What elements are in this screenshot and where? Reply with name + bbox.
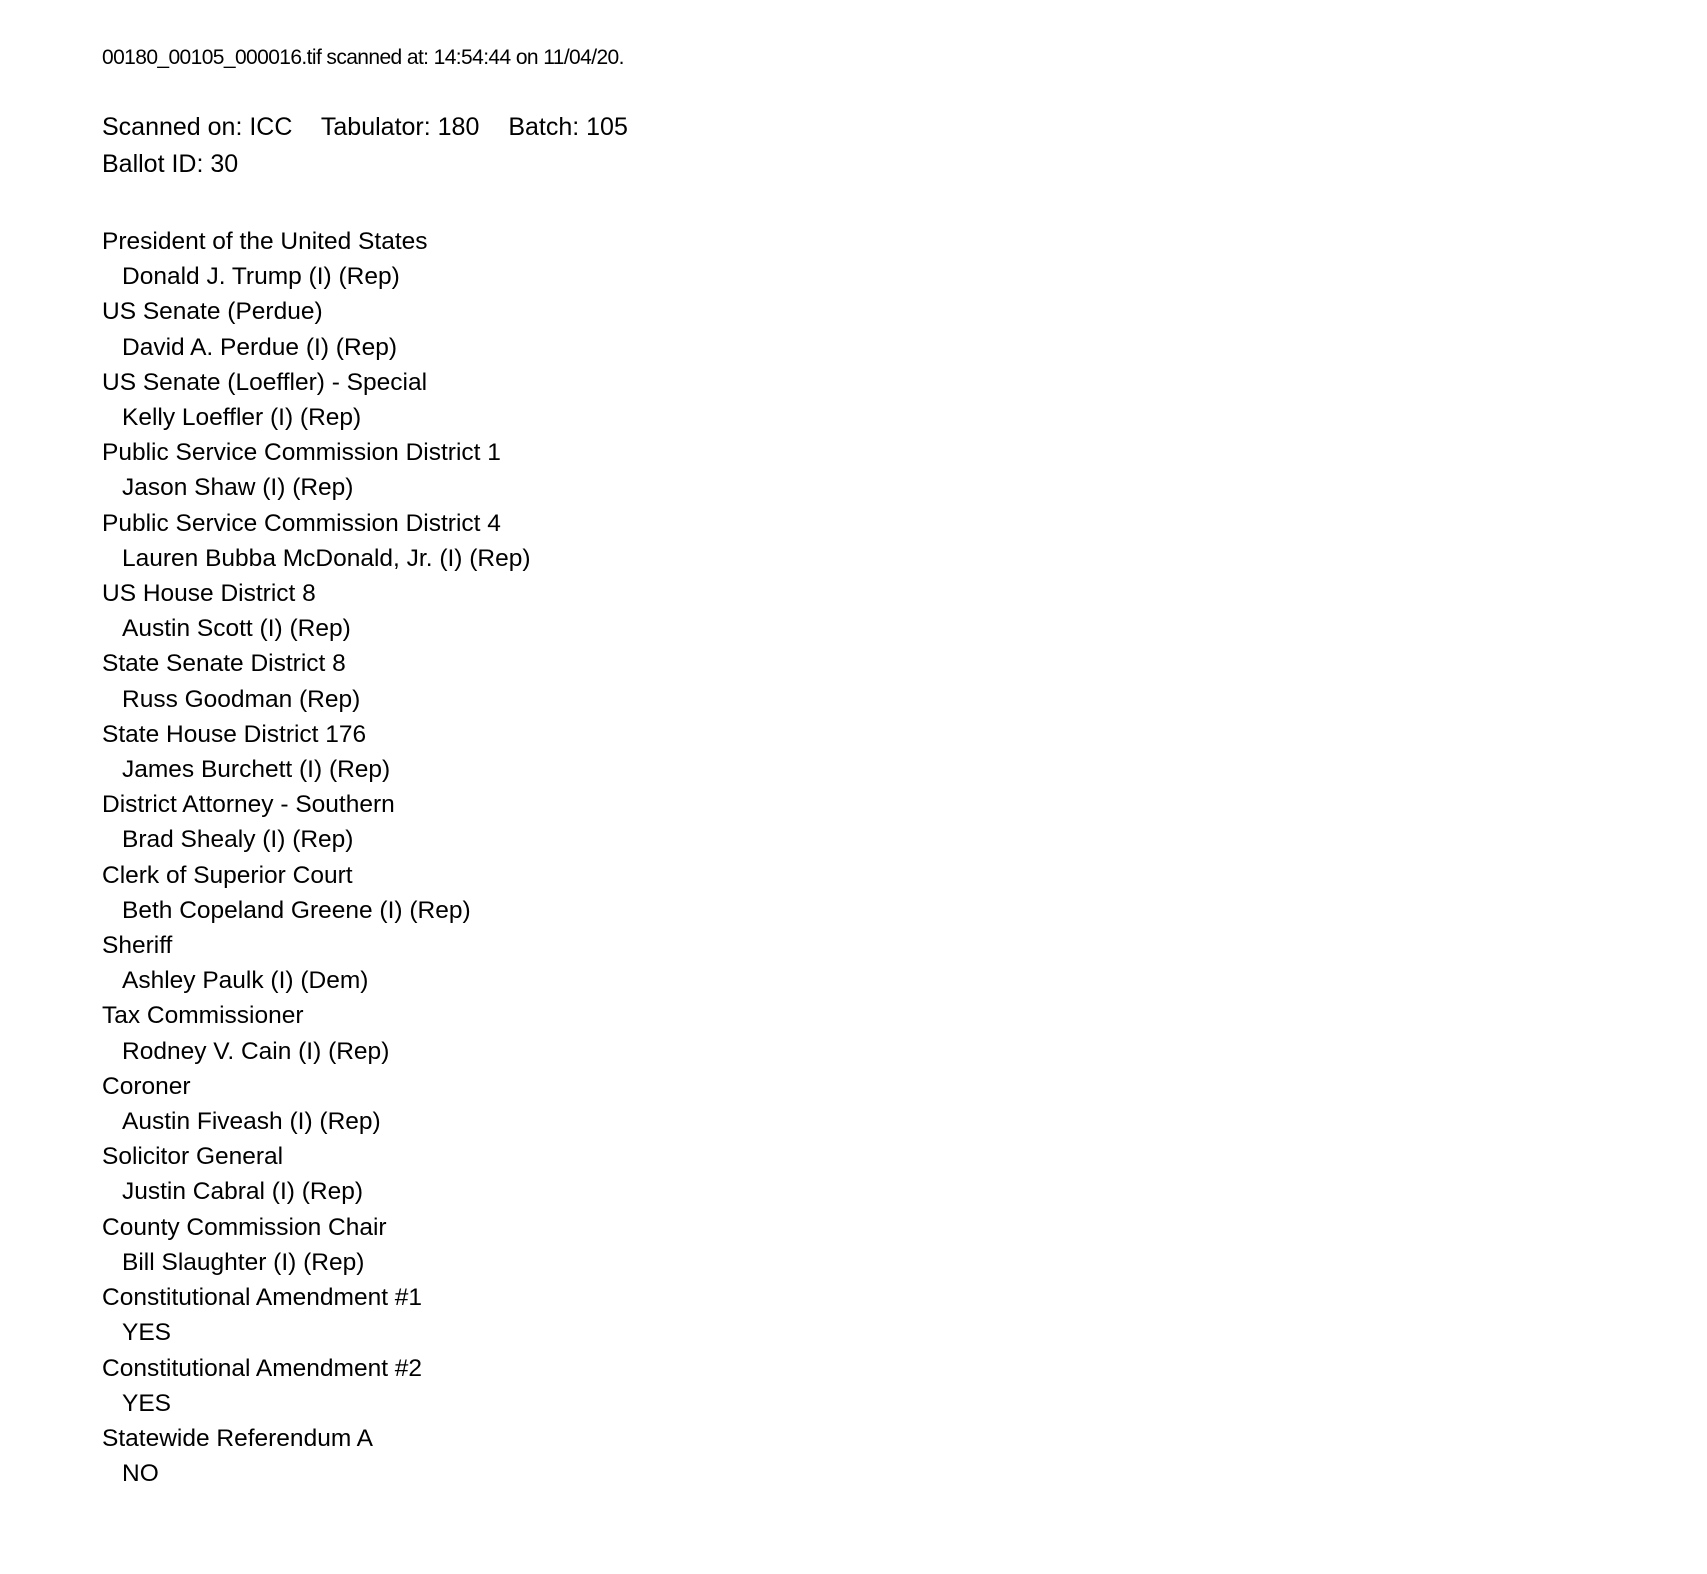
race-title: District Attorney - Southern: [102, 791, 395, 819]
race-choice: Kelly Loeffler (I) (Rep): [122, 404, 362, 432]
race-choice: James Burchett (I) (Rep): [122, 756, 391, 784]
race-title: Solicitor General: [102, 1143, 284, 1171]
race-choice: Ashley Paulk (I) (Dem): [122, 967, 369, 995]
race-title: Tax Commissioner: [102, 1002, 304, 1030]
race-choice: Austin Scott (I) (Rep): [122, 615, 351, 643]
race-title: Coroner: [102, 1072, 191, 1100]
race-title: Public Service Commission District 4: [102, 509, 501, 537]
race-choice: Justin Cabral (I) (Rep): [122, 1178, 363, 1206]
race-choice: Beth Copeland Greene (I) (Rep): [122, 896, 471, 924]
race-choice: Brad Shealy (I) (Rep): [122, 826, 354, 854]
scan-file-header: 00180_00105_000016.tif scanned at: 14:54:44 on 11/04/20.: [102, 46, 624, 69]
race-title: County Commission Chair: [102, 1213, 387, 1241]
race-title: President of the United States: [102, 228, 428, 255]
race-title: State Senate District 8: [102, 650, 346, 678]
race-choice: Austin Fiveash (I) (Rep): [122, 1108, 381, 1136]
race-choice: YES: [122, 1319, 172, 1347]
race-title: Constitutional Amendment #2: [102, 1354, 423, 1382]
race-choice: Donald J. Trump (I) (Rep): [122, 263, 400, 291]
race-title: US Senate (Perdue): [102, 298, 323, 326]
tabulator: Tabulator: 180: [320, 113, 480, 141]
race-title: Public Service Commission District 1: [102, 439, 501, 467]
race-choice: Bill Slaughter (I) (Rep): [122, 1248, 365, 1276]
race-title: US Senate (Loeffler) - Special: [102, 368, 428, 396]
race-title: State House District 176: [102, 720, 367, 748]
race-title: Constitutional Amendment #1: [102, 1284, 423, 1312]
race-choice: Jason Shaw (I) (Rep): [122, 474, 354, 502]
scan-meta-line: [102, 113, 650, 142]
ballot-id: Ballot ID: 30: [102, 150, 239, 178]
scanned-on: Scanned on: ICC: [102, 113, 293, 141]
race-list: [102, 224, 531, 1491]
batch: Batch: 105: [508, 113, 628, 141]
race-title: Sheriff: [102, 932, 173, 960]
race-choice: Rodney V. Cain (I) (Rep): [122, 1037, 390, 1065]
race-choice: Russ Goodman (Rep): [122, 685, 361, 713]
race-title: Clerk of Superior Court: [102, 861, 353, 889]
race-choice: NO: [122, 1460, 159, 1488]
race-choice: Lauren Bubba McDonald, Jr. (I) (Rep): [122, 544, 531, 572]
race-title: US House District 8: [102, 580, 316, 608]
race-title: Statewide Referendum A: [102, 1424, 374, 1452]
race-choice: David A. Perdue (I) (Rep): [122, 333, 398, 361]
race-choice: YES: [122, 1389, 172, 1417]
